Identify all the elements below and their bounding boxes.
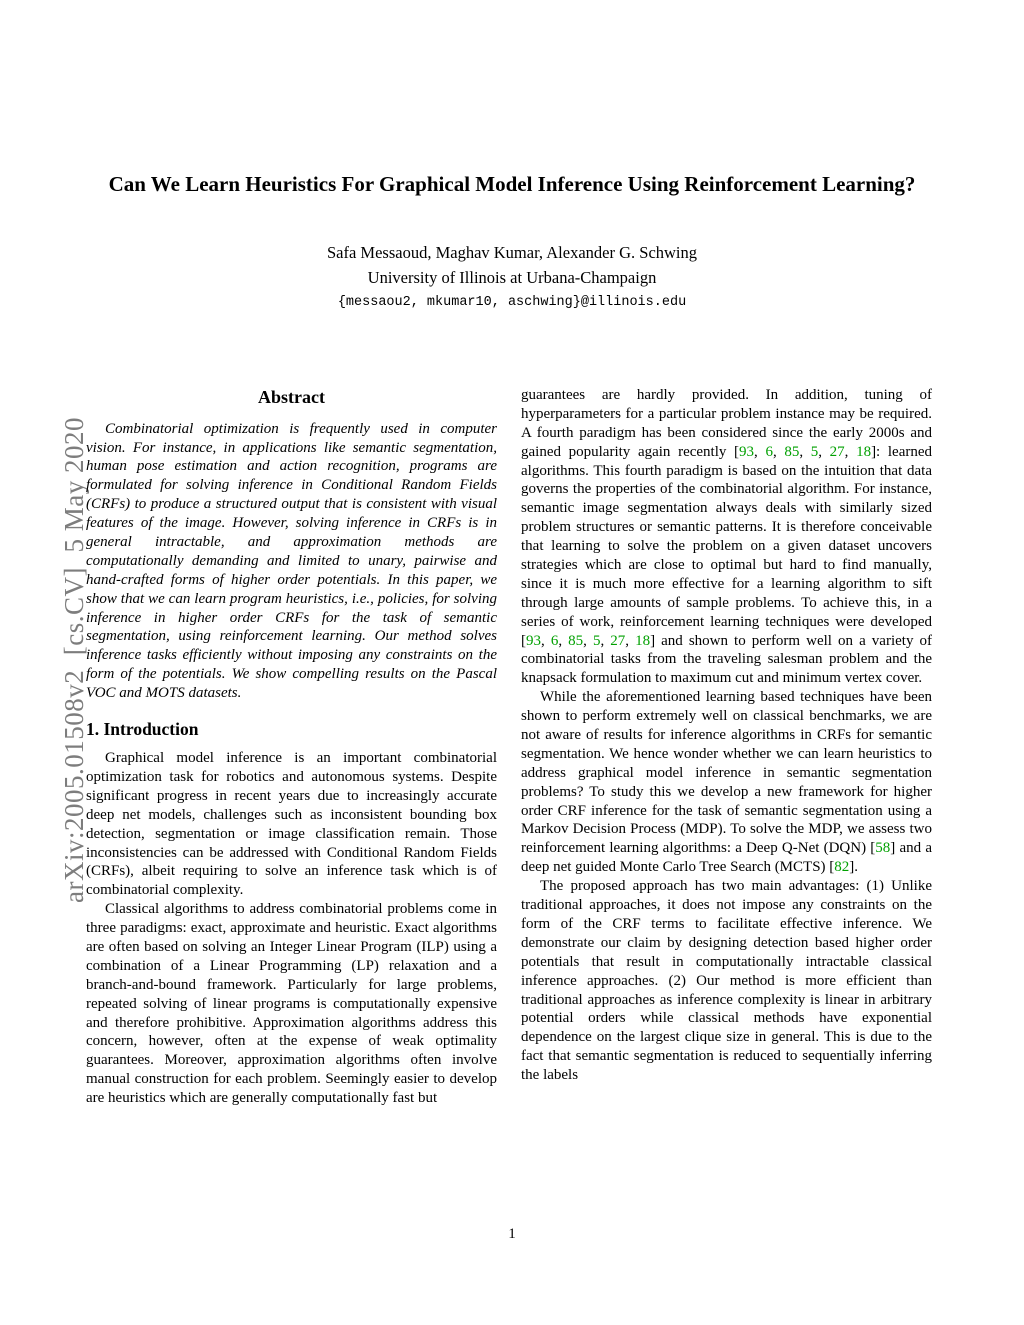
text-run: ,: [772, 443, 785, 460]
text-run: guarantees are hardly provided. In addition, tuning of hyperparameters for a particular problem instance may be required. A fourth paradigm has been considered since the early 2000s and gained popularity again recently [: [521, 387, 932, 460]
text-run: ,: [754, 443, 766, 460]
paper-authors: Safa Messaoud, Maghav Kumar, Alexander G. Schwing: [326, 243, 698, 263]
paper-header: [0, 170, 1024, 310]
citation-link[interactable]: 6: [550, 632, 559, 649]
text-run: ,: [818, 443, 830, 460]
right-column-paragraph-2: [521, 688, 932, 877]
text-run: ,: [844, 443, 857, 460]
page-number: 1: [508, 1226, 516, 1242]
citation-link[interactable]: 85: [568, 632, 584, 649]
citation-link[interactable]: 27: [610, 632, 626, 649]
citation-link[interactable]: 6: [765, 443, 773, 460]
text-run: ,: [625, 632, 636, 649]
text-run: ] and a deep net guided Monte Carlo Tree Search (MCTS) [: [521, 840, 932, 876]
right-column-paragraph-3: The proposed approach has two main advantages: (1) Unlike traditional approaches, it does not impose any constraints on the form of the CRF terms to facilitate effective inference. We demonstrate our claim by designing detection based higher order potentials that result in computationally intractable classical inference approaches. (2) Our method is more efficient than traditional approaches as inference complexity is linear in arbitrary potential orders while classical methods have exponential dependence on the largest clique size in general. This is due to the fact that semantic segmentation is reduced to sequentially inferring the labels: [521, 878, 932, 1084]
abstract-heading: Abstract: [258, 387, 325, 407]
citation-link[interactable]: 93: [739, 443, 755, 460]
text-run: ,: [541, 632, 551, 649]
text-run: ]: learned algorithms. This fourth paradigm is based on the intuition that data governs the properties of the combinatorial algorithm. For instance, semantic image segmentation always deals with similarly sized problem structures or semantic patterns. It is therefore conceivable that learning to solve the problem on a given dataset uncovers strategies which are close to optimal but hard to find manually, since it is much more effective for a learning algorithm to sift through large amounts of sample problems. To achieve this, in a series of work, reinforcement learning techniques were developed [: [521, 443, 933, 649]
citation-link[interactable]: 27: [829, 443, 845, 460]
two-column-body: [86, 386, 932, 1108]
right-column-paragraph-1: [521, 386, 932, 688]
arxiv-watermark-text: arXiv:2005.01508v2 [cs.CV] 5 May 2020: [59, 417, 89, 903]
text-run: ,: [583, 632, 593, 649]
text-run: ,: [600, 632, 611, 649]
introduction-paragraph-2: Classical algorithms to address combinatorial problems come in three paradigms: exact, approximate and heuristic. Exact algorithms are often based on solving an Integer Linear Program (ILP) using a combination of a Linear Programming (LP) relaxation and a branch-and-bound framework. Particularly for large problems, repeated solving of linear programs is computationally expensive and therefore prohibitive. Approximation algorithms address this concern, however, often at the expense of weak optimality guarantees. Moreover, approximation algorithms often involve manual construction for each problem. Seemingly easier to develop are heuristics which are generally computationally fast but: [86, 901, 497, 1107]
text-run: ].: [849, 859, 859, 876]
introduction-section-heading: 1. Introduction: [86, 719, 199, 740]
citation-link[interactable]: 58: [875, 840, 891, 857]
citation-link[interactable]: 93: [526, 632, 541, 649]
citation-link[interactable]: 18: [635, 632, 651, 649]
paper-title: Can We Learn Heuristics For Graphical Model Inference Using Reinforcement Learning?: [108, 172, 916, 196]
right-column: [521, 386, 932, 1108]
text-run: ] and shown to perform well on a variety of combinatorial tasks from the traveling salesman problem and the knapsack formulation to maximum cut and minimum vertex cover.: [521, 632, 933, 687]
left-column: [86, 386, 497, 1108]
paper-affiliation: University of Illinois at Urbana-Champaign: [367, 268, 657, 288]
citation-link[interactable]: 82: [834, 859, 850, 876]
citation-link[interactable]: 85: [784, 443, 800, 460]
text-run: ,: [799, 443, 811, 460]
citation-link[interactable]: 5: [592, 632, 601, 649]
abstract-text: Combinatorial optimization is frequently used in computer vision. For instance, in applications like semantic segmentation, human pose estimation and action recognition, programs are formulated for solving inference in Conditional Random Fields (CRFs) to produce a structured output that is consistent with visual features of the image. However, solving inference in CRFs is in general intractable, and approximation methods are computationally demanding and limited to unary, pairwise and hand-crafted forms of higher order potentials. In this paper, we show that we can learn program heuristics, i.e., policies, for solving inference in higher order CRFs for the task of semantic segmentation, using reinforcement learning. Our method solves inference tasks efficiently without imposing any constraints on the form of the potentials. We show compelling results on the Pascal VOC and MOTS datasets.: [86, 420, 497, 702]
text-run: While the aforementioned learning based techniques have been shown to perform extremely well on classical benchmarks, we are not aware of results for inference algorithms in CRFs for semantic segmentation. We hence wonder whether we can learn heuristics to address graphical model inference in semantic segmentation problems? To study this we develop a new framework for higher order CRF inference for the task of semantic segmentation using a Markov Decision Process (MDP). To solve the MDP, we assess two reinforcement learning algorithms: a Deep Q-Net (DQN) [: [521, 689, 932, 857]
text-run: ,: [558, 632, 569, 649]
paper-author-emails: {messaou2, mkumar10, aschwing}@illinois.edu: [337, 295, 687, 311]
page-footer: [0, 1226, 1024, 1243]
citation-link[interactable]: 5: [810, 443, 819, 460]
introduction-paragraph-1: Graphical model inference is an important combinatorial optimization task for robotics and autonomous systems. Despite significant progress in recent years due to increasingly accurate deep net models, challenges such as inconsistent bounding box detection, segmentation or image classification remain. Those inconsistencies can be addressed with Conditional Random Fields (CRFs), albeit requiring to solve an inference task which is of combinatorial complexity.: [86, 750, 497, 899]
citation-link[interactable]: 18: [856, 443, 872, 460]
